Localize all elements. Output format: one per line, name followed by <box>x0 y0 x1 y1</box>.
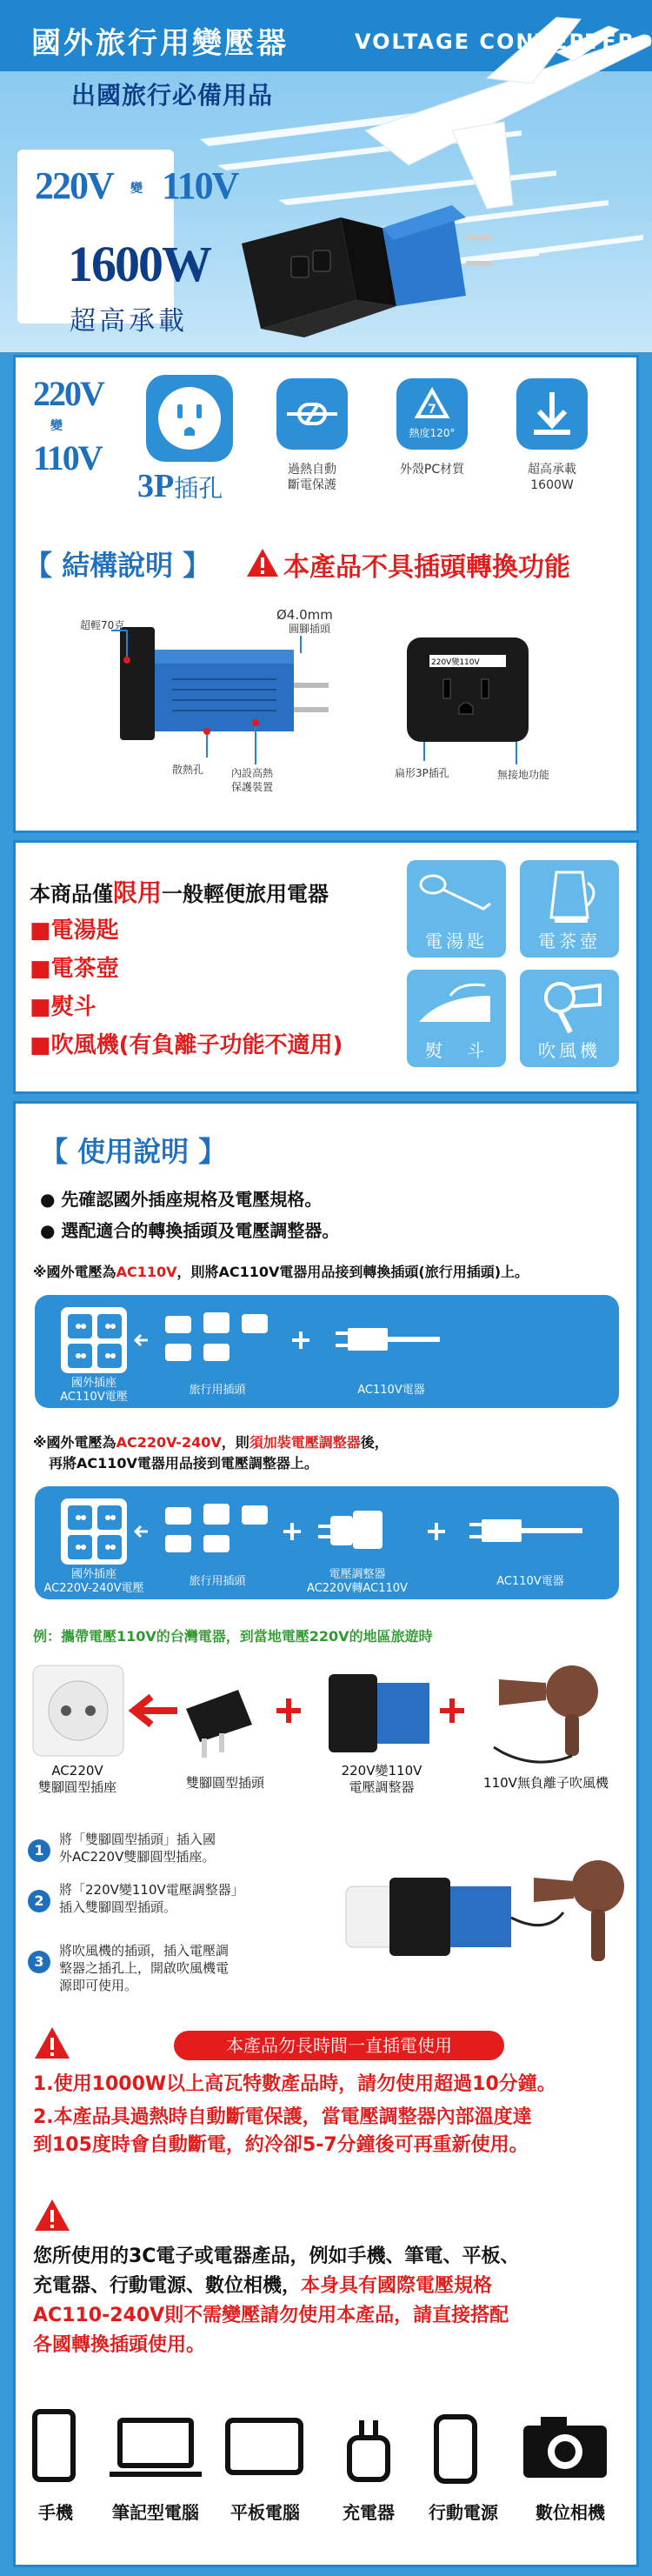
round-plug-image <box>186 1690 252 1758</box>
hero-load: 超高承載 <box>70 306 188 337</box>
assembled-photo <box>337 1852 633 1982</box>
device-label: 充電器 <box>343 2502 395 2523</box>
label-light: 超輕70克 <box>80 619 125 631</box>
structure-warning: 本產品不具插頭轉換功能 <box>283 552 570 583</box>
tile-kettle <box>520 860 619 958</box>
label-flat-3p: 扁形3P插孔 <box>395 767 449 779</box>
converter-image <box>329 1674 429 1752</box>
spec-volt-to: 110V <box>33 438 102 477</box>
example-label: 雙腳圓型插頭 <box>185 1775 264 1791</box>
converter-front-view <box>407 637 529 742</box>
tile-iron <box>407 970 506 1067</box>
feature-label-shell: 外殼PC材質 <box>399 463 465 477</box>
fuse-icon <box>276 378 348 450</box>
hero-volt-to: 110V <box>162 164 238 207</box>
band-label: 電壓調整器 AC220V轉AC110V <box>307 1568 408 1595</box>
label-device-text: 220V變110V <box>431 658 480 667</box>
example-label: 110V無負離子吹風機 <box>483 1775 609 1791</box>
appliance-item: ■電湯匙 <box>30 918 119 944</box>
device-label: 行動電源 <box>429 2502 498 2523</box>
step-text: 將「220V變110V電壓調整器」 插入雙腳圓型插頭。 <box>59 1882 244 1915</box>
usage-note-110: ※國外電壓為AC110V，則將AC110V電器用品接到轉換插頭(旅行用插頭)上。 <box>33 1264 529 1280</box>
power-bank-icon <box>436 2417 475 2481</box>
spec-section <box>13 355 639 833</box>
usage-bullet: ● 選配適合的轉換插頭及電壓調整器。 <box>40 1220 340 1241</box>
tile-label: 熨 斗 <box>425 1040 488 1061</box>
info-line: 各國轉換插頭使用。 <box>33 2334 206 2356</box>
band-label: AC110V電器 <box>357 1384 425 1397</box>
example-label: 220V變110V 電壓調整器 <box>341 1763 422 1795</box>
tile-hairdryer <box>520 970 619 1067</box>
appliance-item: ■熨斗 <box>30 994 96 1020</box>
usage-bullet: ● 先確認國外插座規格及電壓規格。 <box>40 1189 323 1210</box>
spoon-icon <box>407 860 506 930</box>
label-vent: 散熱孔 <box>172 764 204 776</box>
label-no-ground: 無接地功能 <box>497 769 550 781</box>
appliance-item: ■吹風機(有負離子功能不適用) <box>30 1032 343 1058</box>
tablet-icon <box>228 2420 301 2473</box>
band-label: 國外插座 AC220V-240V電壓 <box>43 1568 144 1595</box>
tile-label: 電茶壺 <box>538 931 601 951</box>
band-220 <box>35 1486 619 1599</box>
warning-line: 1.使用1000W以上高瓦特數產品時，請勿使用超過10分鐘。 <box>33 2073 556 2095</box>
step-text: 將「雙腳圓型插頭」插入國 外AC220V雙腳圓型插座。 <box>59 1832 216 1865</box>
spec-volt-change: 變 <box>50 419 63 433</box>
example-diagram <box>16 1657 636 1779</box>
download-arrow-icon <box>516 378 588 450</box>
step-number: 1 <box>28 1839 50 1862</box>
device-label: 手機 <box>38 2502 73 2523</box>
info-line: 您所使用的3C電子或電器產品，例如手機、筆電、平板、 <box>33 2246 520 2267</box>
appliance-title: 本商品僅限用一般輕便旅用電器 <box>30 878 329 907</box>
usage-note-220: ※國外電壓為AC220V-240V，則須加裝電壓調整器後， <box>33 1434 389 1451</box>
band-label: AC110V電器 <box>496 1575 564 1588</box>
hero-wattage: 1600W <box>68 236 210 292</box>
wall-socket-image <box>33 1665 123 1756</box>
warning-section <box>16 2025 636 2182</box>
warning-line: 2.本產品具過熱時自動斷電保護，當電壓調整器內部溫度達 <box>33 2106 532 2128</box>
socket-3p-label: 3P插孔 <box>137 468 223 504</box>
warning-pill: 本產品勿長時間一直插電使用 <box>174 2031 504 2060</box>
usage-title: 【 使用說明 】 <box>40 1135 227 1168</box>
band-label: 旅行用插頭 <box>189 1575 246 1588</box>
tile-label: 吹風機 <box>538 1040 601 1061</box>
device-label: 筆記型電腦 <box>112 2502 199 2523</box>
label-internal: 內設高熱 保護裝置 <box>231 767 274 793</box>
step-text: 將吹風機的插頭，插入電壓調 整器之插孔上，開啟吹風機電 源即可使用。 <box>59 1943 230 1993</box>
converter-product-image <box>242 205 492 337</box>
spec-volt-from: 220V <box>33 374 103 413</box>
label-pin-desc: 圓腳插頭 <box>289 623 331 635</box>
kettle-icon <box>520 860 619 930</box>
page-title-english: VOLTAGE CONVERTER <box>355 30 636 54</box>
warning-triangle-icon <box>33 2025 71 2064</box>
tile-spoon <box>407 860 506 958</box>
band-label: 國外插座 AC110V電壓 <box>60 1377 128 1404</box>
appliance-item: ■電茶壺 <box>30 956 119 982</box>
appliance-section <box>13 840 639 1094</box>
structure-title: 【 結構說明 】 <box>24 549 211 582</box>
info-line: 充電器、行動電源、數位相機，本身具有國際電壓規格 <box>33 2275 493 2297</box>
device-label: 平板電腦 <box>230 2502 300 2523</box>
camera-icon <box>523 2417 607 2478</box>
charger-icon <box>349 2420 388 2479</box>
warning-line: 到105度時會自動斷電，約冷卻5-7分鐘後可再重新使用。 <box>33 2134 529 2156</box>
converter-side-view <box>120 627 329 740</box>
hero-subtitle: 出國旅行必備用品 <box>71 81 274 110</box>
svg-text:7: 7 <box>428 403 436 417</box>
laptop-icon <box>110 2420 202 2474</box>
band-label: 旅行用插頭 <box>189 1384 246 1397</box>
warning-triangle-icon <box>245 547 280 582</box>
device-icons <box>16 2399 636 2486</box>
step-number: 3 <box>28 1951 50 1973</box>
hero-volt-change: 變 <box>130 182 143 196</box>
phone-icon <box>35 2412 73 2479</box>
example-title: 例：攜帶電壓110V的台灣電器，到當地電壓220V的地區旅遊時 <box>33 1628 433 1645</box>
socket-3p-icon <box>146 375 233 462</box>
label-pin-size: Ø4.0mm <box>276 607 333 623</box>
step-number: 2 <box>28 1890 50 1912</box>
info-section <box>16 2198 636 2372</box>
hero-volt-from: 220V <box>35 164 113 207</box>
usage-note-220-line2: 再將AC110V電器用品接到電壓調整器上。 <box>49 1455 318 1472</box>
feature-heat-badge: 熱度120° <box>409 427 456 439</box>
example-label: AC220V 雙腳圓型插座 <box>37 1763 116 1795</box>
info-line: AC110-240V則不需變壓請勿使用本產品，請直接搭配 <box>33 2305 509 2326</box>
warning-triangle-icon <box>33 2198 71 2236</box>
feature-label-overheat: 過熱自動 斷電保護 <box>288 463 336 492</box>
tile-label: 電湯匙 <box>425 931 488 951</box>
hairdryer-icon <box>520 970 619 1039</box>
hero-banner <box>0 0 652 352</box>
device-label: 數位相機 <box>536 2502 605 2523</box>
page-title: 國外旅行用變壓器 <box>31 26 289 61</box>
hairdryer-image <box>494 1665 598 1762</box>
usage-section <box>13 1101 639 2567</box>
iron-icon <box>407 970 506 1039</box>
band-110 <box>35 1295 619 1408</box>
feature-label-load: 超高承載 1600W <box>528 463 576 492</box>
